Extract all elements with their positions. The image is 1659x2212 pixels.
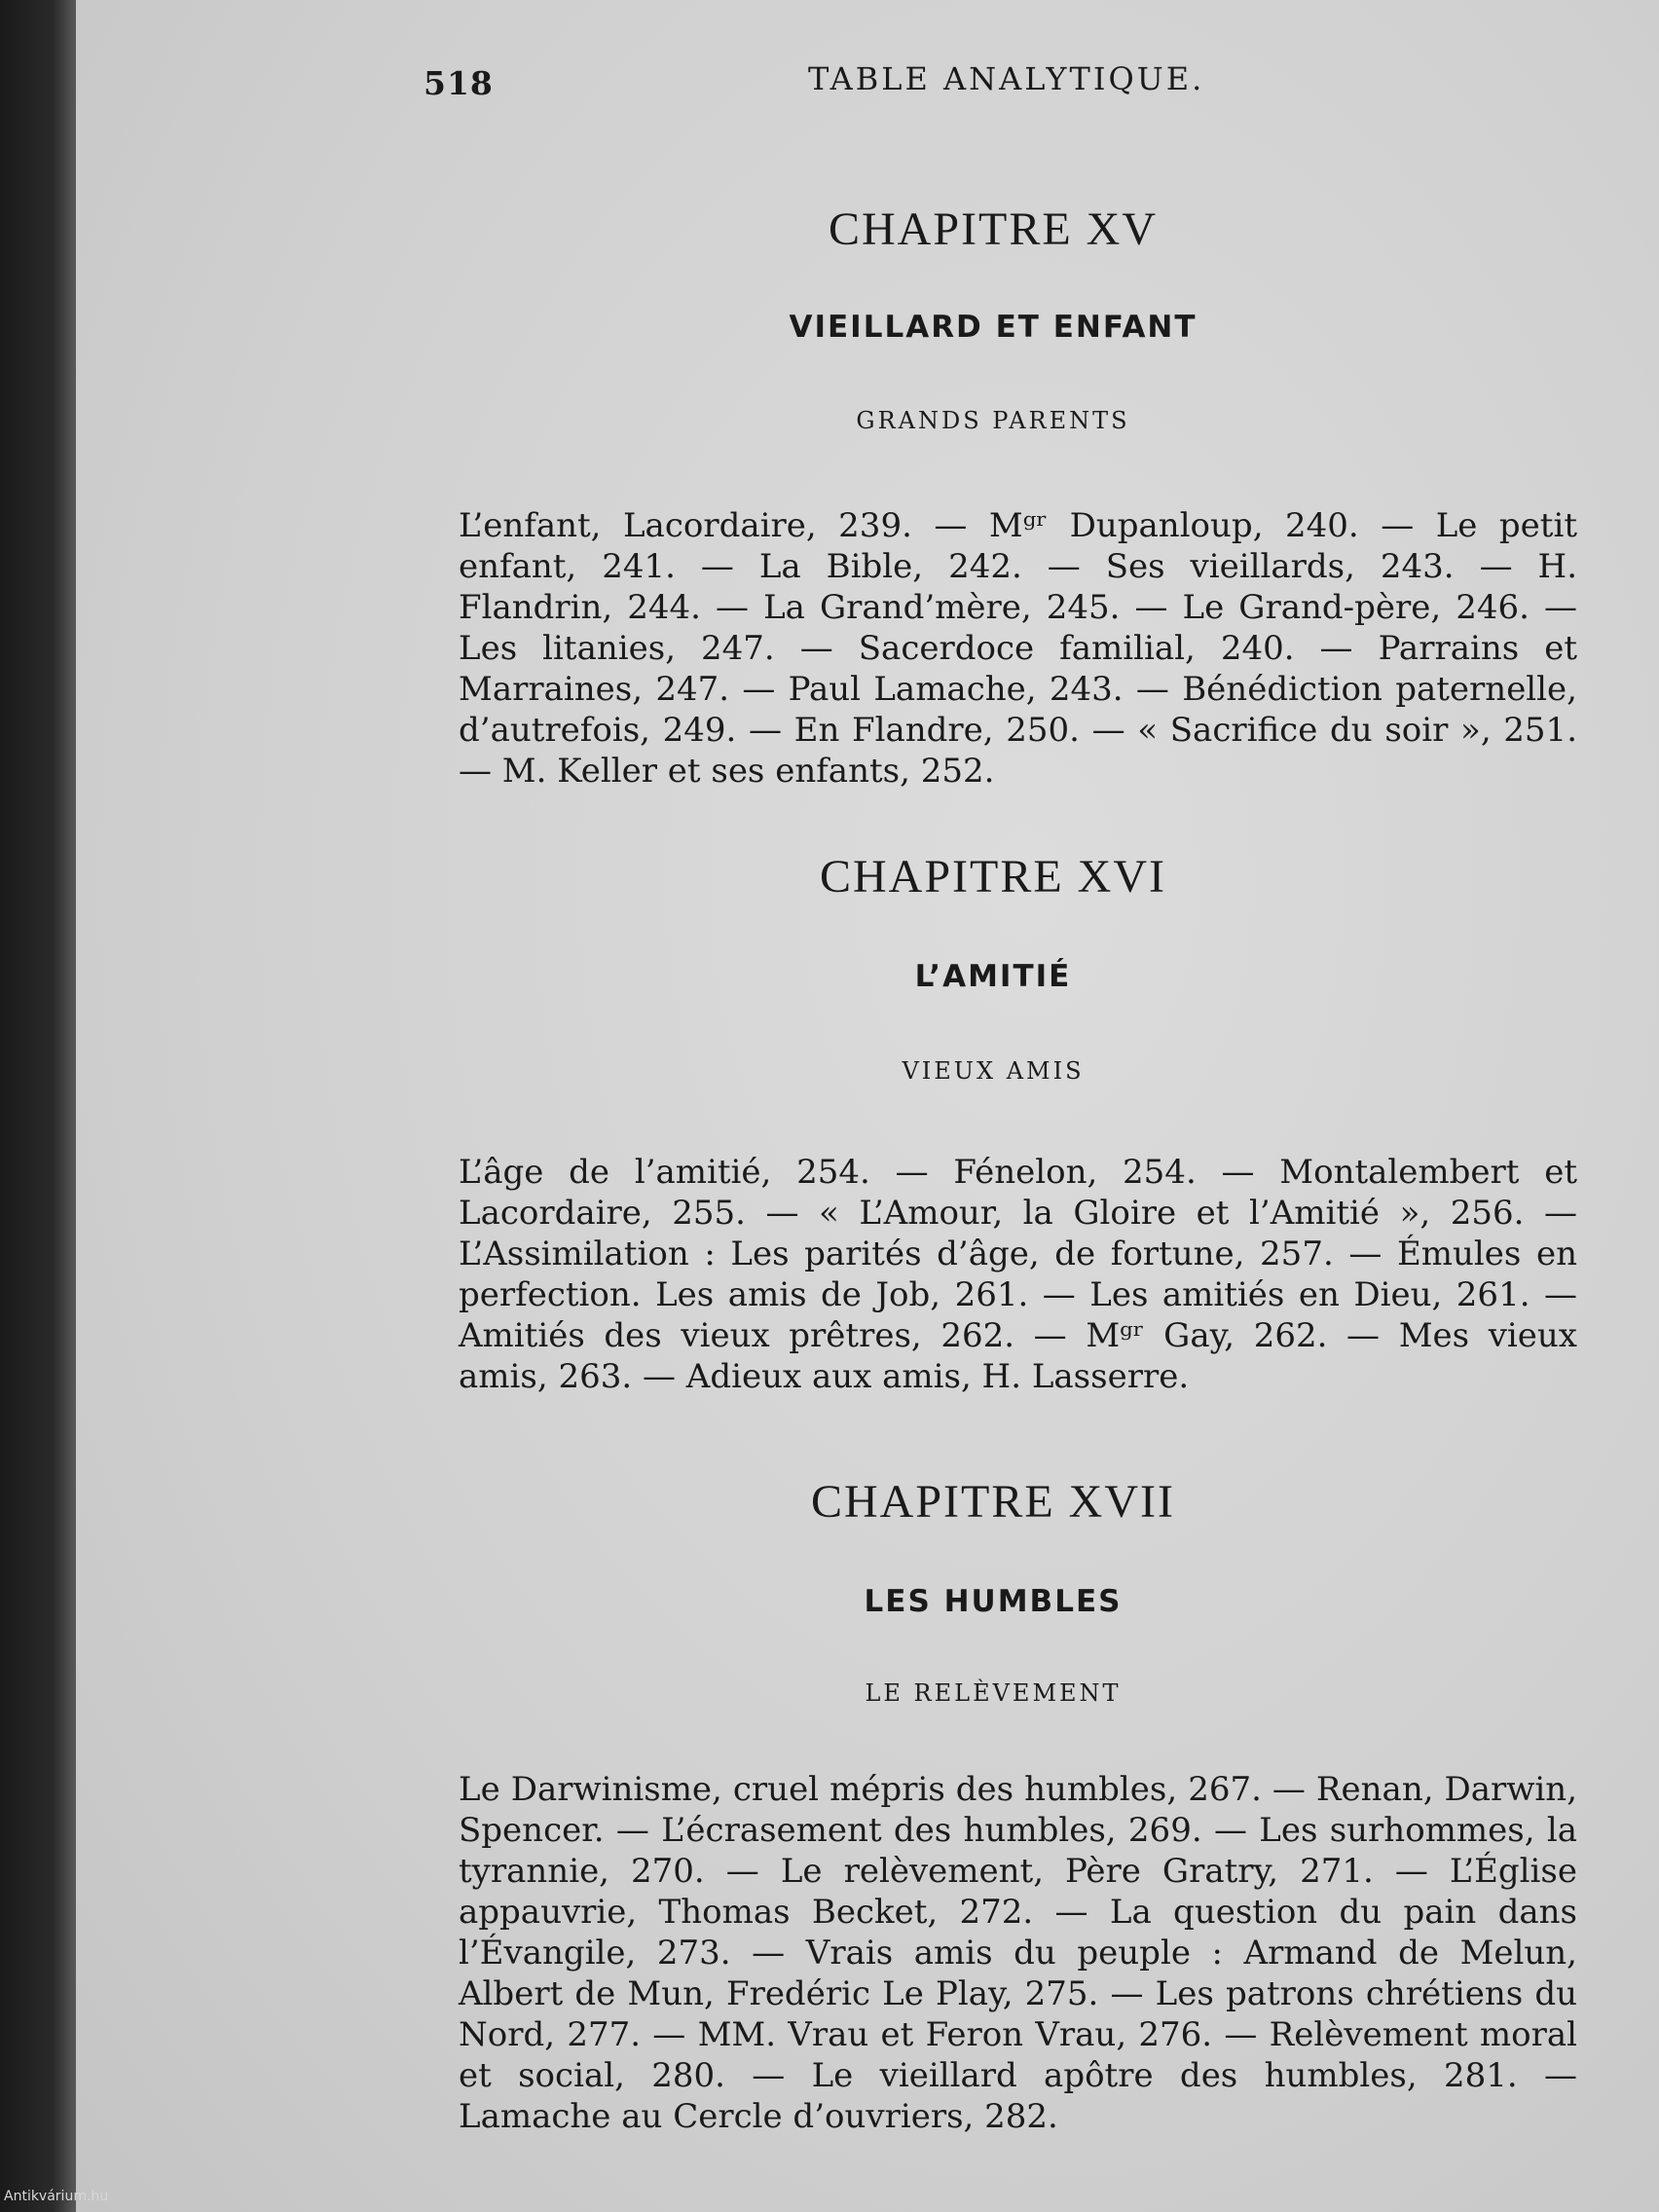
chapter-body-xvi-text: L’âge de l’amitié, 254. — Fénelon, 254. — Montalembert et Lacordaire, 255. — « L’Amour, la Gloire et l’Amitié », 256. — L’Assimilation : Les parités d’âge, de fortune, 257. — Émules en perfection. Les amis de Job, 261. — Les amitiés en Dieu, 261. — Amitiés des vieux prêtres, 262. — Mᵍʳ Gay, 262. — Mes vieux amis, 263. — Adieux aux amis, H. Lasserre. — [459, 1153, 1577, 1396]
chapter-title-xvii: CHAPITRE XVII — [811, 1476, 1175, 1528]
watermark-text: Antikvárium.hu — [4, 2189, 109, 2204]
chapter-body-xv-text: L’enfant, Lacordaire, 239. — Mᵍʳ Dupanloup, 240. — Le petit enfant, 241. — La Bible, 242. — Ses vieillards, 243. — H. Flandrin, 244. — La Grand’mère, 245. — Le Grand-père, 246. — Les litanies, 247. — Sacerdoce familial, 240. — Parrains et Marraines, 247. — Paul Lamache, 243. — Bénédiction paternelle, d’autrefois, 249. — En Flandre, 250. — « Sacrifice du soir », 251. — M. Keller et ses enfants, 252. — [459, 506, 1577, 791]
section-title-xvii: LE RELÈVEMENT — [865, 1679, 1122, 1707]
chapter-body-xv — [424, 505, 1577, 792]
chapter-subtitle-xv: VIEILLARD ET ENFANT — [789, 310, 1198, 345]
chapter-title-xvi: CHAPITRE XVI — [820, 851, 1166, 903]
page-number: 518 — [424, 64, 494, 102]
chapter-body-xvi — [424, 1152, 1577, 1397]
chapter-body-xvii-text: Le Darwinisme, cruel mépris des humbles, 267. — Renan, Darwin, Spencer. — L’écrasement des humbles, 269. — Les surhommes, la tyrannie, 270. — Le relèvement, Père Gratry, 271. — L’Église appauvrie, Thomas Becket, 272. — La question du pain dans l’Évangile, 273. — Vrais amis du peuple : Armand de Melun, Albert de Mun, Fredéric Le Play, 275. — Les patrons chrétiens du Nord, 277. — MM. Vrau et Feron Vrau, 276. — Relèvement moral et social, 280. — Le vieillard apôtre des humbles, 281. — Lamache au Cercle d’ouvriers, 282. — [459, 1770, 1577, 2136]
chapter-subtitle-xvii: LES HUMBLES — [864, 1584, 1123, 1619]
running-title: TABLE ANALYTIQUE. — [808, 60, 1205, 97]
section-title-xvi: VIEUX AMIS — [902, 1057, 1085, 1085]
chapter-subtitle-xvi: L’AMITIÉ — [914, 959, 1072, 994]
section-title-xv: GRANDS PARENTS — [856, 407, 1130, 434]
chapter-body-xvii — [424, 1769, 1577, 2137]
chapter-title-xv: CHAPITRE XV — [828, 203, 1158, 255]
